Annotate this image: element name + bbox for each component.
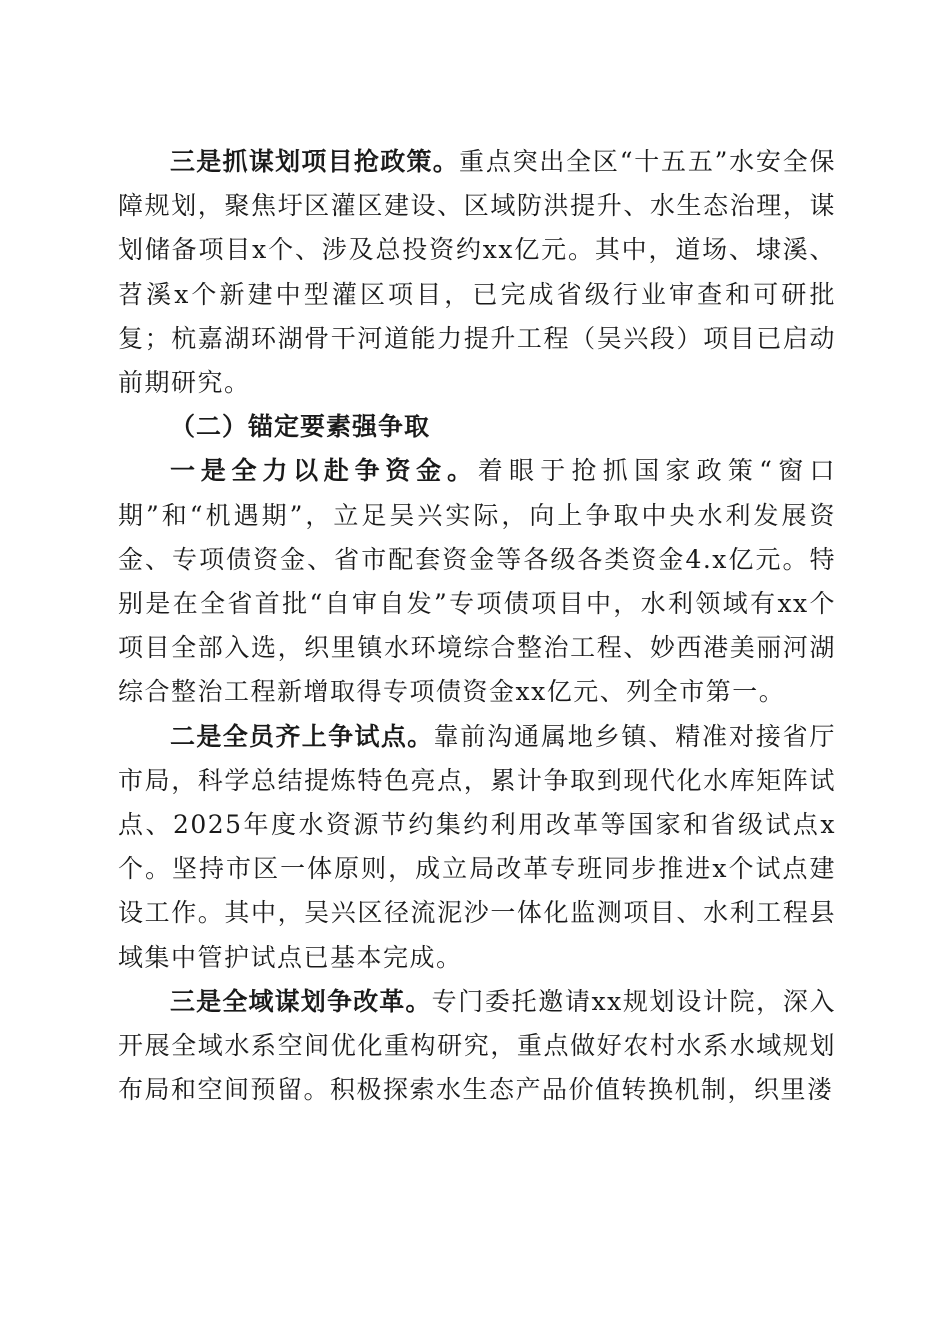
paragraph-pilots: [118, 715, 836, 980]
paragraph-lead: 一是全力以赴争资金。: [170, 456, 478, 486]
paragraph-reform: [118, 980, 836, 1113]
paragraph-text: 专门委托邀请xx规划设计院，深入开展全域水系空间优化重构研究，重点做好农村水系水域规划布局和空间预留。积极探索水生态产品价值转换机制，织里溇: [118, 986, 836, 1105]
paragraph-lead: 二是全员齐上争试点。: [170, 721, 434, 751]
paragraph-funding: [118, 449, 836, 714]
paragraph-project-planning: [118, 140, 836, 405]
paragraph-text: 着眼于抢抓国家政策“窗口期”和“机遇期”，立足吴兴实际，向上争取中央水利发展资金、专项债资金、省市配套资金等各级各类资金4.x亿元。特别是在全省首批“自审自发”专项债项目中，水利领域有xx个项目全部入选，织里镇水环境综合整治工程、妙西港美丽河湖综合整治工程新增取得专项债资金xx亿元、列全市第一。: [118, 456, 836, 707]
section-heading: （二）锚定要素强争取: [170, 412, 431, 442]
paragraph-text: 靠前沟通属地乡镇、精准对接省厅市局，科学总结提炼特色亮点，累计争取到现代化水库矩阵试点、2025年度水资源节约集约利用改革等国家和省级试点x个。坚持市区一体原则，成立局改革专班同步推进x个试点建设工作。其中，吴兴区径流泥沙一体化监测项目、水利工程县域集中管护试点已基本完成。: [118, 721, 836, 972]
paragraph-text: 重点突出全区“十五五”水安全保障规划，聚焦圩区灌区建设、区域防洪提升、水生态治理，谋划储备项目x个、涉及总投资约xx亿元。其中，道场、埭溪、苕溪x个新建中型灌区项目，已完成省级行业审查和可研批复；杭嘉湖环湖骨干河道能力提升工程（吴兴段）项目已启动前期研究。: [118, 147, 836, 398]
paragraph-lead: 三是抓谋划项目抢政策。: [170, 147, 460, 176]
paragraph-lead: 三是全域谋划争改革。: [170, 986, 432, 1016]
document-page: [118, 140, 836, 1112]
